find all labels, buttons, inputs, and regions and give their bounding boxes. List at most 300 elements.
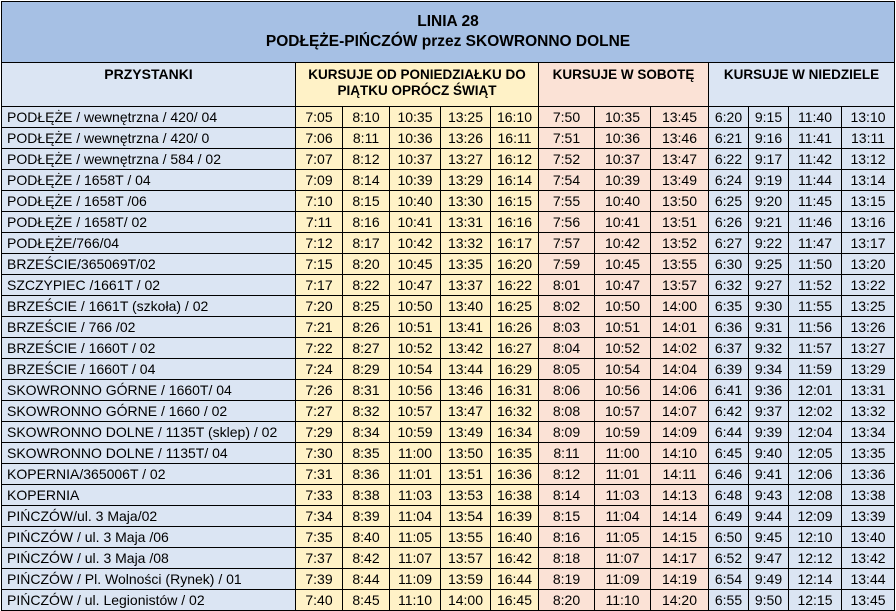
sunday-time: 13:29 [842, 359, 895, 380]
sunday-time: 13:31 [842, 380, 895, 401]
weekday-time: 7:21 [296, 317, 343, 338]
weekday-time: 8:25 [343, 296, 390, 317]
weekday-time: 13:54 [441, 506, 491, 527]
weekday-time: 10:59 [390, 422, 441, 443]
weekday-time: 13:44 [441, 359, 491, 380]
stop-name: PIŃCZÓW / Pl. Wolności (Rynek) / 01 [2, 569, 296, 590]
sunday-time: 9:36 [749, 380, 789, 401]
weekday-time: 7:11 [296, 212, 343, 233]
table-row [2, 422, 895, 443]
sunday-time: 9:34 [749, 359, 789, 380]
saturday-time: 10:40 [595, 191, 651, 212]
sunday-time: 11:42 [789, 149, 842, 170]
sunday-time: 13:15 [842, 191, 895, 212]
sunday-time: 6:45 [709, 443, 749, 464]
saturday-time: 11:01 [595, 464, 651, 485]
saturday-time: 7:57 [539, 233, 595, 254]
saturday-time: 11:00 [595, 443, 651, 464]
saturday-time: 10:59 [595, 422, 651, 443]
sunday-time: 13:14 [842, 170, 895, 191]
weekday-time: 8:17 [343, 233, 390, 254]
sunday-time: 9:47 [749, 548, 789, 569]
sunday-time: 13:12 [842, 149, 895, 170]
weekday-time: 10:35 [390, 107, 441, 128]
stop-name: SZCZYPIEC /1661T / 02 [2, 275, 296, 296]
table-row [2, 506, 895, 527]
saturday-time: 14:04 [651, 359, 709, 380]
weekday-time: 8:34 [343, 422, 390, 443]
sunday-time: 9:25 [749, 254, 789, 275]
stop-name: SKOWRONNO GÓRNE / 1660T/ 04 [2, 380, 296, 401]
saturday-time: 14:10 [651, 443, 709, 464]
saturday-time: 7:50 [539, 107, 595, 128]
weekday-time: 8:20 [343, 254, 390, 275]
sunday-time: 9:50 [749, 590, 789, 611]
weekday-time: 8:40 [343, 527, 390, 548]
table-row [2, 401, 895, 422]
stop-name: BRZEŚCIE / 1660T / 02 [2, 338, 296, 359]
sunday-time: 12:10 [789, 527, 842, 548]
sunday-time: 13:26 [842, 317, 895, 338]
weekday-time: 16:40 [491, 527, 539, 548]
saturday-time: 8:08 [539, 401, 595, 422]
sunday-time: 6:27 [709, 233, 749, 254]
sunday-time: 11:59 [789, 359, 842, 380]
table-row [2, 149, 895, 170]
weekday-time: 16:34 [491, 422, 539, 443]
sunday-time: 9:22 [749, 233, 789, 254]
saturday-time: 10:47 [595, 275, 651, 296]
saturday-time: 7:52 [539, 149, 595, 170]
sunday-time: 6:24 [709, 170, 749, 191]
saturday-time: 14:06 [651, 380, 709, 401]
sunday-time: 6:48 [709, 485, 749, 506]
saturday-time: 10:45 [595, 254, 651, 275]
sunday-time: 11:40 [789, 107, 842, 128]
table-row [2, 296, 895, 317]
saturday-time: 8:12 [539, 464, 595, 485]
sunday-time: 9:30 [749, 296, 789, 317]
stop-name: KOPERNIA [2, 485, 296, 506]
sunday-time: 13:40 [842, 527, 895, 548]
weekday-time: 7:24 [296, 359, 343, 380]
sunday-time: 13:32 [842, 401, 895, 422]
saturday-time: 14:20 [651, 590, 709, 611]
weekday-time: 10:37 [390, 149, 441, 170]
timetable [1, 1, 895, 611]
saturday-time: 14:14 [651, 506, 709, 527]
weekday-time: 10:45 [390, 254, 441, 275]
sunday-time: 13:20 [842, 254, 895, 275]
line-number: LINIA 28 [417, 13, 479, 30]
stop-name: PODŁĘŻE/766/04 [2, 233, 296, 254]
saturday-time: 8:11 [539, 443, 595, 464]
weekday-time: 8:12 [343, 149, 390, 170]
weekday-time: 8:27 [343, 338, 390, 359]
timetable-title [2, 2, 895, 63]
weekday-time: 7:34 [296, 506, 343, 527]
weekday-time: 13:42 [441, 338, 491, 359]
weekday-time: 7:33 [296, 485, 343, 506]
sunday-time: 12:08 [789, 485, 842, 506]
sunday-time: 11:56 [789, 317, 842, 338]
weekday-time: 7:07 [296, 149, 343, 170]
weekday-time: 16:36 [491, 464, 539, 485]
saturday-time: 13:49 [651, 170, 709, 191]
weekday-time: 13:50 [441, 443, 491, 464]
weekday-time: 10:57 [390, 401, 441, 422]
table-row [2, 569, 895, 590]
saturday-time: 13:51 [651, 212, 709, 233]
weekday-time: 13:40 [441, 296, 491, 317]
weekday-time: 16:42 [491, 548, 539, 569]
weekday-time: 13:27 [441, 149, 491, 170]
stop-name: PIŃCZÓW / ul. 3 Maja /06 [2, 527, 296, 548]
sunday-time: 9:20 [749, 191, 789, 212]
weekday-time: 8:38 [343, 485, 390, 506]
weekday-time: 8:29 [343, 359, 390, 380]
weekday-time: 13:59 [441, 569, 491, 590]
sunday-time: 13:22 [842, 275, 895, 296]
saturday-time: 10:37 [595, 149, 651, 170]
sunday-time: 6:37 [709, 338, 749, 359]
sunday-time: 6:55 [709, 590, 749, 611]
weekday-time: 13:37 [441, 275, 491, 296]
saturday-time: 14:11 [651, 464, 709, 485]
weekday-time: 8:14 [343, 170, 390, 191]
weekday-time: 16:35 [491, 443, 539, 464]
header-sunday: KURSUJE W NIEDZIELE [709, 63, 895, 107]
sunday-time: 13:27 [842, 338, 895, 359]
stop-name: PODŁĘŻE / 1658T /06 [2, 191, 296, 212]
saturday-time: 14:19 [651, 569, 709, 590]
weekday-time: 11:05 [390, 527, 441, 548]
saturday-time: 8:19 [539, 569, 595, 590]
weekday-time: 7:40 [296, 590, 343, 611]
weekday-time: 8:10 [343, 107, 390, 128]
sunday-time: 13:36 [842, 464, 895, 485]
stop-name: PODŁĘŻE / 1658T/ 02 [2, 212, 296, 233]
sunday-time: 9:32 [749, 338, 789, 359]
weekday-time: 7:37 [296, 548, 343, 569]
weekday-time: 10:54 [390, 359, 441, 380]
sunday-time: 9:43 [749, 485, 789, 506]
sunday-time: 9:39 [749, 422, 789, 443]
sunday-time: 6:30 [709, 254, 749, 275]
stop-name: BRZEŚCIE / 1661T (szkoła) / 02 [2, 296, 296, 317]
weekday-time: 13:41 [441, 317, 491, 338]
weekday-time: 10:51 [390, 317, 441, 338]
saturday-time: 8:20 [539, 590, 595, 611]
weekday-time: 8:31 [343, 380, 390, 401]
weekday-time: 14:00 [441, 590, 491, 611]
weekday-time: 10:36 [390, 128, 441, 149]
sunday-time: 13:44 [842, 569, 895, 590]
saturday-time: 7:55 [539, 191, 595, 212]
saturday-time: 10:39 [595, 170, 651, 191]
sunday-time: 11:50 [789, 254, 842, 275]
sunday-time: 13:17 [842, 233, 895, 254]
saturday-time: 13:52 [651, 233, 709, 254]
saturday-time: 10:56 [595, 380, 651, 401]
sunday-time: 9:16 [749, 128, 789, 149]
weekday-time: 7:22 [296, 338, 343, 359]
weekday-time: 16:29 [491, 359, 539, 380]
sunday-time: 9:15 [749, 107, 789, 128]
saturday-time: 11:07 [595, 548, 651, 569]
weekday-time: 13:25 [441, 107, 491, 128]
saturday-time: 11:09 [595, 569, 651, 590]
table-row [2, 317, 895, 338]
weekday-time: 8:22 [343, 275, 390, 296]
saturday-time: 14:17 [651, 548, 709, 569]
stop-name: PIŃCZÓW/ul. 3 Maja/02 [2, 506, 296, 527]
sunday-time: 6:46 [709, 464, 749, 485]
sunday-time: 9:49 [749, 569, 789, 590]
weekday-time: 8:39 [343, 506, 390, 527]
weekday-time: 16:14 [491, 170, 539, 191]
weekday-time: 8:45 [343, 590, 390, 611]
weekday-time: 8:15 [343, 191, 390, 212]
weekday-time: 8:11 [343, 128, 390, 149]
header-stops: PRZYSTANKI [2, 63, 296, 107]
weekday-time: 7:35 [296, 527, 343, 548]
sunday-time: 12:12 [789, 548, 842, 569]
weekday-time: 13:53 [441, 485, 491, 506]
weekday-time: 16:45 [491, 590, 539, 611]
sunday-time: 9:40 [749, 443, 789, 464]
weekday-time: 7:17 [296, 275, 343, 296]
sunday-time: 9:17 [749, 149, 789, 170]
sunday-time: 13:11 [842, 128, 895, 149]
sunday-time: 6:21 [709, 128, 749, 149]
weekday-time: 10:56 [390, 380, 441, 401]
weekday-time: 10:47 [390, 275, 441, 296]
saturday-time: 10:41 [595, 212, 651, 233]
sunday-time: 12:01 [789, 380, 842, 401]
saturday-time: 7:51 [539, 128, 595, 149]
stop-name: PODŁĘŻE / 1658T / 04 [2, 170, 296, 191]
sunday-time: 12:14 [789, 569, 842, 590]
sunday-time: 12:09 [789, 506, 842, 527]
sunday-time: 13:39 [842, 506, 895, 527]
weekday-time: 16:38 [491, 485, 539, 506]
saturday-time: 10:35 [595, 107, 651, 128]
sunday-time: 11:45 [789, 191, 842, 212]
saturday-time: 8:02 [539, 296, 595, 317]
sunday-time: 13:38 [842, 485, 895, 506]
weekday-time: 10:42 [390, 233, 441, 254]
saturday-time: 10:51 [595, 317, 651, 338]
saturday-time: 11:05 [595, 527, 651, 548]
saturday-time: 10:52 [595, 338, 651, 359]
sunday-time: 12:04 [789, 422, 842, 443]
sunday-time: 6:44 [709, 422, 749, 443]
saturday-time: 14:00 [651, 296, 709, 317]
saturday-time: 14:13 [651, 485, 709, 506]
sunday-time: 6:52 [709, 548, 749, 569]
weekday-time: 8:32 [343, 401, 390, 422]
weekday-time: 7:39 [296, 569, 343, 590]
weekday-time: 7:06 [296, 128, 343, 149]
saturday-time: 13:47 [651, 149, 709, 170]
saturday-time: 8:18 [539, 548, 595, 569]
saturday-time: 8:03 [539, 317, 595, 338]
weekday-time: 13:29 [441, 170, 491, 191]
weekday-time: 8:36 [343, 464, 390, 485]
weekday-time: 8:44 [343, 569, 390, 590]
stop-name: PODŁĘŻE / wewnętrzna / 584 / 02 [2, 149, 296, 170]
weekday-time: 11:09 [390, 569, 441, 590]
stop-name: PODŁĘŻE / wewnętrzna / 420/ 0 [2, 128, 296, 149]
sunday-time: 11:55 [789, 296, 842, 317]
weekday-time: 8:35 [343, 443, 390, 464]
saturday-time: 11:04 [595, 506, 651, 527]
saturday-time: 8:09 [539, 422, 595, 443]
table-row [2, 212, 895, 233]
weekday-time: 11:03 [390, 485, 441, 506]
weekday-time: 16:10 [491, 107, 539, 128]
sunday-time: 13:16 [842, 212, 895, 233]
sunday-time: 6:50 [709, 527, 749, 548]
stop-name: KOPERNIA/365006T / 02 [2, 464, 296, 485]
weekday-time: 8:26 [343, 317, 390, 338]
weekday-time: 11:07 [390, 548, 441, 569]
table-row [2, 170, 895, 191]
weekday-time: 16:11 [491, 128, 539, 149]
sunday-time: 13:25 [842, 296, 895, 317]
saturday-time: 11:03 [595, 485, 651, 506]
weekday-time: 7:27 [296, 401, 343, 422]
sunday-time: 6:25 [709, 191, 749, 212]
sunday-time: 6:41 [709, 380, 749, 401]
sunday-time: 9:19 [749, 170, 789, 191]
table-row [2, 443, 895, 464]
weekday-time: 16:22 [491, 275, 539, 296]
sunday-time: 6:22 [709, 149, 749, 170]
sunday-time: 12:05 [789, 443, 842, 464]
table-row [2, 527, 895, 548]
sunday-time: 13:34 [842, 422, 895, 443]
saturday-time: 8:05 [539, 359, 595, 380]
stop-name: BRZEŚCIE / 766 /02 [2, 317, 296, 338]
route-name: PODŁĘŻE-PIŃCZÓW przez SKOWRONNO DOLNE [265, 33, 631, 50]
weekday-time: 16:31 [491, 380, 539, 401]
weekday-time: 16:26 [491, 317, 539, 338]
weekday-time: 7:30 [296, 443, 343, 464]
sunday-time: 9:21 [749, 212, 789, 233]
weekday-time: 11:04 [390, 506, 441, 527]
weekday-time: 16:27 [491, 338, 539, 359]
weekday-time: 11:00 [390, 443, 441, 464]
sunday-time: 12:15 [789, 590, 842, 611]
header-weekday: KURSUJE OD PONIEDZIAŁKU DO PIĄTKU OPRÓCZ ŚWIĄT [296, 63, 539, 107]
saturday-time: 8:15 [539, 506, 595, 527]
weekday-time: 10:41 [390, 212, 441, 233]
saturday-time: 7:59 [539, 254, 595, 275]
header-saturday: KURSUJE W SOBOTĘ [539, 63, 709, 107]
table-row [2, 590, 895, 611]
weekday-time: 7:31 [296, 464, 343, 485]
table-row [2, 254, 895, 275]
saturday-time: 13:55 [651, 254, 709, 275]
weekday-time: 16:32 [491, 401, 539, 422]
sunday-time: 6:42 [709, 401, 749, 422]
weekday-time: 13:55 [441, 527, 491, 548]
stop-name: SKOWRONNO DOLNE / 1135T (sklep) / 02 [2, 422, 296, 443]
saturday-time: 10:50 [595, 296, 651, 317]
sunday-time: 9:45 [749, 527, 789, 548]
weekday-time: 7:12 [296, 233, 343, 254]
saturday-time: 8:01 [539, 275, 595, 296]
table-row [2, 275, 895, 296]
saturday-time: 8:14 [539, 485, 595, 506]
sunday-time: 13:45 [842, 590, 895, 611]
weekday-time: 16:20 [491, 254, 539, 275]
weekday-time: 11:10 [390, 590, 441, 611]
sunday-time: 6:32 [709, 275, 749, 296]
saturday-time: 10:54 [595, 359, 651, 380]
saturday-time: 14:07 [651, 401, 709, 422]
weekday-time: 16:25 [491, 296, 539, 317]
weekday-time: 7:05 [296, 107, 343, 128]
saturday-time: 10:42 [595, 233, 651, 254]
weekday-time: 13:30 [441, 191, 491, 212]
sunday-time: 13:42 [842, 548, 895, 569]
sunday-time: 9:37 [749, 401, 789, 422]
stop-name: BRZEŚCIE / 1660T / 04 [2, 359, 296, 380]
weekday-time: 13:49 [441, 422, 491, 443]
table-row [2, 359, 895, 380]
sunday-time: 13:35 [842, 443, 895, 464]
sunday-time: 9:44 [749, 506, 789, 527]
sunday-time: 6:54 [709, 569, 749, 590]
weekday-time: 13:32 [441, 233, 491, 254]
saturday-time: 7:56 [539, 212, 595, 233]
saturday-time: 14:02 [651, 338, 709, 359]
saturday-time: 10:57 [595, 401, 651, 422]
weekday-time: 10:39 [390, 170, 441, 191]
sunday-time: 11:46 [789, 212, 842, 233]
saturday-time: 8:16 [539, 527, 595, 548]
sunday-time: 11:57 [789, 338, 842, 359]
weekday-time: 16:15 [491, 191, 539, 212]
weekday-time: 16:17 [491, 233, 539, 254]
saturday-time: 13:45 [651, 107, 709, 128]
sunday-time: 6:39 [709, 359, 749, 380]
saturday-time: 14:09 [651, 422, 709, 443]
weekday-time: 13:57 [441, 548, 491, 569]
weekday-time: 16:39 [491, 506, 539, 527]
weekday-time: 13:46 [441, 380, 491, 401]
weekday-time: 8:16 [343, 212, 390, 233]
sunday-time: 11:52 [789, 275, 842, 296]
weekday-time: 7:29 [296, 422, 343, 443]
weekday-time: 13:31 [441, 212, 491, 233]
sunday-time: 6:35 [709, 296, 749, 317]
table-row [2, 107, 895, 128]
weekday-time: 16:16 [491, 212, 539, 233]
saturday-time: 8:06 [539, 380, 595, 401]
weekday-time: 7:20 [296, 296, 343, 317]
sunday-time: 6:26 [709, 212, 749, 233]
weekday-time: 13:35 [441, 254, 491, 275]
weekday-time: 16:44 [491, 569, 539, 590]
weekday-time: 13:26 [441, 128, 491, 149]
stop-name: PIŃCZÓW / ul. 3 Maja /08 [2, 548, 296, 569]
sunday-time: 9:31 [749, 317, 789, 338]
sunday-time: 11:41 [789, 128, 842, 149]
